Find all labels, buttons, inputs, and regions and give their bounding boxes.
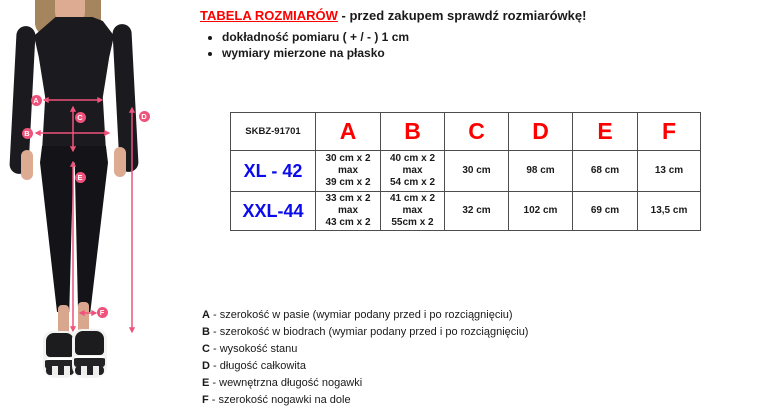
legend-key: F [202, 394, 209, 406]
table-cell: 98 cm [509, 151, 573, 192]
table-cell: 69 cm [573, 192, 638, 231]
model-photo [0, 0, 170, 400]
legend-item-C [202, 341, 622, 358]
header-bullet-list [200, 30, 760, 61]
size-table [230, 112, 701, 231]
legend-key: B [202, 326, 210, 338]
header-block [200, 8, 760, 62]
column-header-D: D [509, 113, 573, 151]
marker-badge-E: E [75, 172, 86, 183]
page-title-highlight: TABELA ROZMIARÓW [200, 8, 338, 23]
size-label-xl: XL - 42 [231, 151, 316, 192]
legend-key: C [202, 343, 210, 355]
legend-text: - szerokość w biodrach (wymiar podany przed i po rozciągnięciu) [209, 326, 529, 338]
column-header-A: A [316, 113, 381, 151]
measurement-arrows [0, 0, 165, 390]
column-header-B: B [381, 113, 445, 151]
page-title-suffix: - przed zakupem sprawdź rozmiarówkę! [337, 8, 587, 23]
marker-badge-D: D [139, 111, 150, 122]
table-cell: 102 cm [509, 192, 573, 231]
column-header-F: F [638, 113, 701, 151]
column-header-C: C [445, 113, 509, 151]
marker-badge-F: F [97, 307, 108, 318]
legend-item-D [202, 358, 622, 375]
marker-badge-A: A [31, 95, 42, 106]
column-header-E: E [573, 113, 638, 151]
page-title [200, 8, 760, 24]
measurement-legend [202, 307, 622, 409]
legend-text: - szerokość nogawki na dole [208, 394, 351, 406]
marker-badge-B: B [22, 128, 33, 139]
table-row [231, 151, 701, 192]
bullet-measured-flat: • wymiary mierzone na płasko [222, 46, 760, 61]
legend-key: E [202, 377, 210, 389]
legend-item-A [202, 307, 622, 324]
legend-text: - szerokość w pasie (wymiar podany przed i po rozciągnięciu) [209, 309, 513, 321]
table-cell: 30 cm x 2 max 39 cm x 2 [316, 151, 381, 192]
table-cell: 41 cm x 2 max 55cm x 2 [381, 192, 445, 231]
size-label-xxl: XXL-44 [231, 192, 316, 231]
product-code: SKBZ-91701 [231, 113, 316, 151]
table-row [231, 192, 701, 231]
bullet-measure-accuracy: • dokładność pomiaru ( + / - ) 1 cm [222, 30, 760, 45]
marker-badge-C: C [75, 112, 86, 123]
table-cell: 40 cm x 2 max 54 cm x 2 [381, 151, 445, 192]
table-cell: 33 cm x 2 max 43 cm x 2 [316, 192, 381, 231]
legend-item-B [202, 324, 622, 341]
legend-text: - długość całkowita [209, 360, 306, 372]
legend-text: - wewnętrzna długość nogawki [209, 377, 363, 389]
table-cell: 68 cm [573, 151, 638, 192]
legend-text: - wysokość stanu [209, 343, 298, 355]
legend-key: A [202, 309, 210, 321]
legend-key: D [202, 360, 210, 372]
table-cell: 13,5 cm [638, 192, 701, 231]
legend-item-E [202, 375, 622, 392]
table-cell: 30 cm [445, 151, 509, 192]
table-cell: 13 cm [638, 151, 701, 192]
legend-item-F [202, 392, 622, 409]
table-cell: 32 cm [445, 192, 509, 231]
